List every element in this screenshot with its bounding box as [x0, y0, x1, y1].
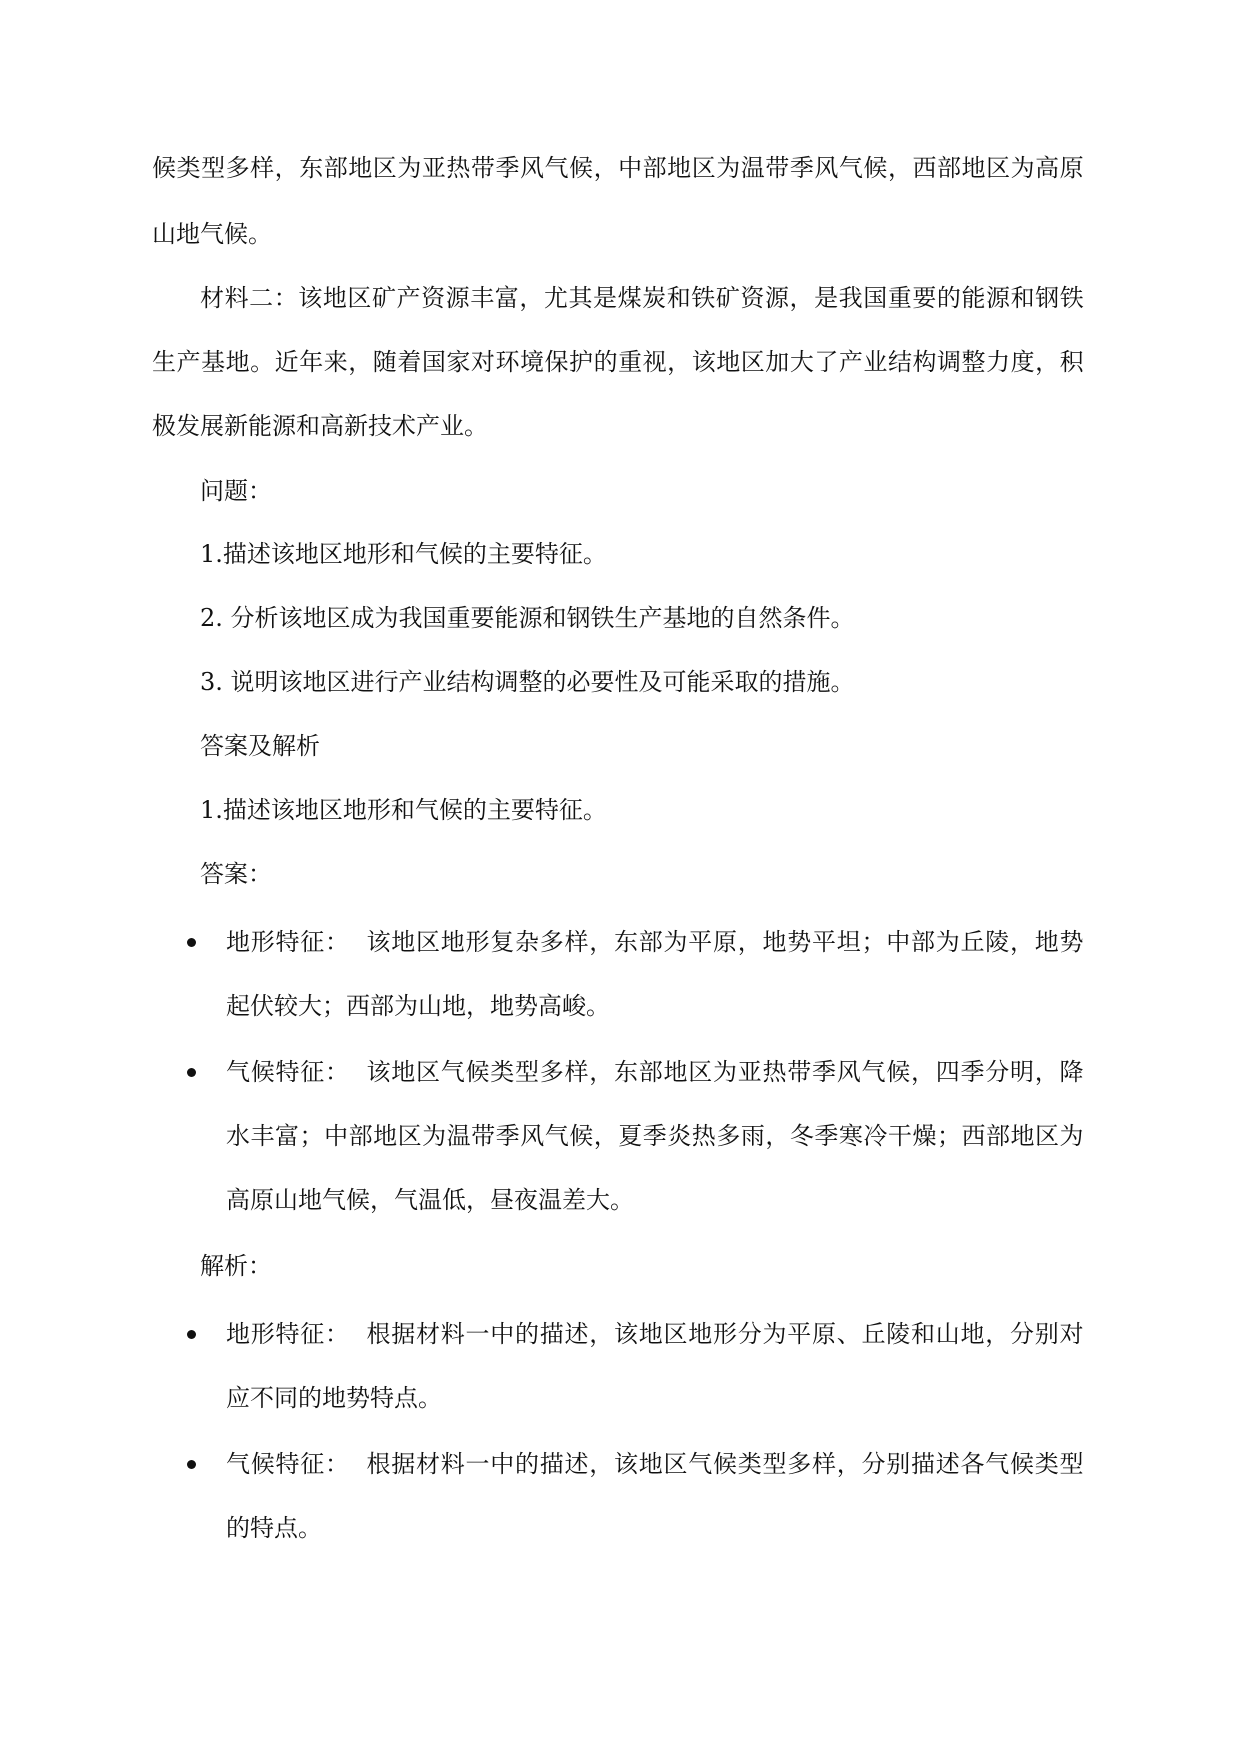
material1-line-2: 山地气候。: [152, 220, 272, 248]
question-2: 2. 分析该地区成为我国重要能源和钢铁生产基地的自然条件。: [200, 604, 855, 632]
question-1: 1.描述该地区地形和气候的主要特征。: [200, 540, 607, 568]
answer-climate-line-3: 高原山地气候，气温低，昼夜温差大。: [226, 1186, 634, 1214]
material1-line-1: 候 类 型 多 样 ， 东 部 地 区 为 亚 热 带 季 风 气 候 ， 中 部 地 区 为 温 带 季 风 气 候 ， 西 部 地 区 为 高 原: [152, 154, 1084, 182]
material2-line-2: 生 产 基 地 。 近 年 来 ， 随 着 国 家 对 环 境 保 护 的 重 视 ， 该 地 区 加 大 了 产 业 结 构 调 整 力 度 ， 积: [152, 348, 1084, 376]
analysis-climate-line-1: 气 候 特 征 ： 根 据 材 料 一 中 的 描 述 ， 该 地 区 气 候 类 型 多 样 ， 分 别 描 述 各 气 候 类 型: [226, 1450, 1084, 1478]
answer-terrain-line-1: 地 形 特 征 ： 该 地 区 地 形 复 杂 多 样 ， 东 部 为 平 原 ， 地 势 平 坦 ； 中 部 为 丘 陵 ， 地 势: [226, 928, 1084, 956]
answer-climate-line-1: 气 候 特 征 ： 该 地 区 气 候 类 型 多 样 ， 东 部 地 区 为 亚 热 带 季 风 气 候 ， 四 季 分 明 ， 降: [226, 1058, 1084, 1086]
bullet-analysis-climate: [187, 1460, 196, 1469]
answer-climate-line-2: 水 丰 富 ； 中 部 地 区 为 温 带 季 风 气 候 ， 夏 季 炎 热 多 雨 ， 冬 季 寒 冷 干 燥 ； 西 部 地 区 为: [226, 1122, 1084, 1150]
answer-terrain-line-2: 起伏较大；西部为山地，地势高峻。: [226, 992, 610, 1020]
questions-heading: 问题：: [200, 477, 272, 505]
bullet-answer-climate: [187, 1068, 196, 1077]
bullet-analysis-terrain: [187, 1330, 196, 1339]
question-3: 3. 说明该地区进行产业结构调整的必要性及可能采取的措施。: [200, 668, 855, 696]
answers-heading: 答案及解析: [200, 732, 320, 760]
analysis-label: 解析：: [200, 1252, 272, 1280]
analysis-terrain-line-2: 应不同的地势特点。: [226, 1384, 442, 1412]
material2-line-1: 材 料 二 ： 该 地 区 矿 产 资 源 丰 富 ， 尤 其 是 煤 炭 和 铁 矿 资 源 ， 是 我 国 重 要 的 能 源 和 钢 铁: [200, 284, 1084, 312]
answer-label: 答案：: [200, 860, 272, 888]
answer-question-1: 1.描述该地区地形和气候的主要特征。: [200, 796, 607, 824]
analysis-climate-line-2: 的特点。: [226, 1514, 322, 1542]
material2-line-3: 极发展新能源和高新技术产业。: [152, 412, 488, 440]
analysis-terrain-line-1: 地 形 特 征 ： 根 据 材 料 一 中 的 描 述 ， 该 地 区 地 形 分 为 平 原 、 丘 陵 和 山 地 ， 分 别 对: [226, 1320, 1084, 1348]
bullet-answer-terrain: [187, 938, 196, 947]
